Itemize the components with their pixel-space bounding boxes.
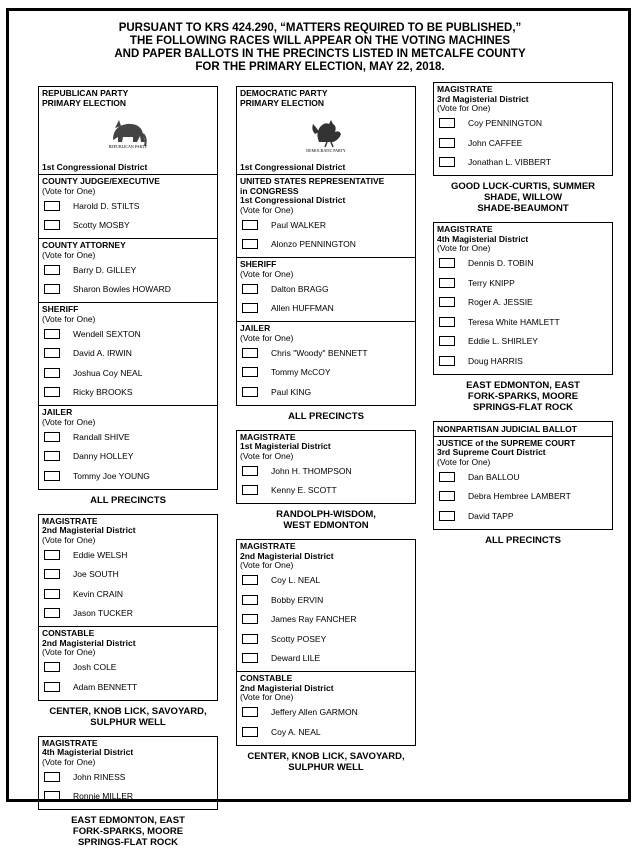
vote-checkbox[interactable] [242, 707, 258, 717]
candidate-row [42, 260, 214, 280]
candidate-row [240, 629, 412, 649]
candidate-name: David TAPP [468, 510, 514, 521]
party-name: REPUBLICAN PARTY [42, 88, 129, 98]
caption-line: CENTER, KNOB LICK, SAVOYARD, [247, 750, 405, 762]
vote-checkbox[interactable] [439, 511, 455, 521]
candidate-name: Danny HOLLEY [73, 451, 134, 462]
vote-checkbox[interactable] [439, 157, 455, 167]
caption-line: SPRINGS-FLAT ROCK [472, 401, 574, 413]
precinct-caption [433, 380, 613, 413]
race-title: MAGISTRATE [42, 737, 98, 748]
column-1 [38, 86, 218, 856]
candidate-row [240, 481, 412, 501]
vote-instruction: (Vote for One) [240, 204, 294, 215]
magistrate-2-ballot [236, 539, 416, 746]
race-jailer [237, 322, 415, 405]
candidate-row [42, 545, 214, 565]
precinct-caption [38, 706, 218, 728]
precinct-caption [236, 751, 416, 773]
candidate-row [437, 293, 609, 313]
candidate-row [240, 703, 412, 723]
candidate-name: Allen HUFFMAN [271, 303, 334, 314]
congressional-district: 1st Congressional District [237, 160, 415, 175]
candidate-row [42, 216, 214, 236]
caption-line: EAST EDMONTON, EAST [71, 815, 185, 826]
race-title: SHERIFF [42, 304, 79, 314]
vote-checkbox[interactable] [242, 367, 258, 377]
vote-checkbox[interactable] [439, 472, 455, 482]
vote-checkbox[interactable] [242, 303, 258, 313]
vote-checkbox[interactable] [44, 791, 60, 801]
candidate-row [437, 254, 609, 274]
race-title: MAGISTRATE [437, 84, 493, 94]
candidate-name: Terry KNIPP [468, 277, 515, 288]
candidate-row [42, 427, 214, 447]
vote-checkbox[interactable] [44, 265, 60, 275]
candidate-row [42, 604, 214, 624]
vote-checkbox[interactable] [242, 653, 258, 663]
candidate-name: Harold D. STILTS [73, 200, 140, 211]
caption-line: SHADE, WILLOW [483, 192, 563, 203]
vote-checkbox[interactable] [242, 466, 258, 476]
caption-line: CENTER, KNOB LICK, SAVOYARD, [49, 705, 207, 717]
magistrate-1-ballot [236, 430, 416, 505]
race-district: 1st Magisterial District [240, 441, 331, 451]
race-district: 2nd Magisterial District [240, 550, 334, 561]
candidate-row [437, 332, 609, 352]
election-name: PRIMARY ELECTION [240, 97, 325, 108]
candidate-name: Alonzo PENNINGTON [271, 239, 356, 250]
candidate-name: Doug HARRIS [468, 355, 523, 366]
candidate-row [437, 114, 609, 134]
vote-checkbox[interactable] [242, 614, 258, 624]
candidate-name: Bobby ERVIN [271, 594, 324, 605]
judicial-header: NONPARTISAN JUDICIAL BALLOT [434, 422, 612, 437]
candidate-row [240, 343, 412, 363]
vote-checkbox[interactable] [242, 387, 258, 397]
magistrate-3-ballot [433, 82, 613, 176]
candidate-name: Paul KING [271, 386, 312, 397]
caption-line: FORK-SPARKS, MOORE [467, 390, 579, 402]
race-sheriff [39, 303, 217, 406]
candidate-row [42, 196, 214, 216]
vote-instruction: (Vote for One) [240, 560, 294, 570]
candidate-row [42, 584, 214, 604]
candidate-name: Wendell SEXTON [73, 328, 141, 339]
vote-checkbox[interactable] [44, 368, 60, 378]
precinct-caption: ALL PRECINCTS [90, 494, 166, 506]
race-magistrate [434, 223, 612, 374]
candidate-name: Kenny E. SCOTT [271, 485, 337, 496]
column-2 [236, 86, 416, 781]
candidate-name: Dennis D. TOBIN [468, 258, 534, 269]
vote-instruction: (Vote for One) [437, 243, 491, 253]
vote-checkbox[interactable] [44, 569, 60, 579]
vote-checkbox[interactable] [242, 485, 258, 495]
candidate-row [240, 279, 412, 299]
vote-instruction: (Vote for One) [42, 416, 96, 427]
vote-checkbox[interactable] [439, 278, 455, 288]
vote-checkbox[interactable] [44, 348, 60, 358]
vote-checkbox[interactable] [44, 662, 60, 672]
caption-line: WEST EDMONTON [283, 520, 369, 531]
vote-checkbox[interactable] [242, 239, 258, 249]
vote-checkbox[interactable] [439, 317, 455, 327]
race-title: MAGISTRATE [42, 515, 98, 526]
vote-instruction: (Vote for One) [240, 268, 294, 279]
vote-instruction: (Vote for One) [42, 756, 96, 767]
candidate-row [240, 215, 412, 235]
candidate-name: Jeffery Allen GARMON [271, 707, 358, 718]
vote-checkbox[interactable] [44, 772, 60, 782]
race-magistrate [237, 431, 415, 504]
candidate-row [437, 153, 609, 173]
vote-checkbox[interactable] [44, 682, 60, 692]
caption-line: SPRINGS-FLAT ROCK [77, 837, 179, 848]
vote-checkbox[interactable] [242, 595, 258, 605]
candidate-name: Jonathan L. VIBBERT [468, 157, 552, 168]
party-header [237, 87, 415, 160]
vote-checkbox[interactable] [44, 201, 60, 211]
vote-checkbox[interactable] [242, 727, 258, 737]
vote-checkbox[interactable] [439, 336, 455, 346]
vote-checkbox[interactable] [44, 284, 60, 294]
candidate-row [240, 461, 412, 481]
candidate-row [437, 133, 609, 153]
race-county-judge [39, 175, 217, 239]
caption-line: RANDOLPH-WISDOM, [276, 509, 376, 520]
vote-instruction: (Vote for One) [42, 534, 96, 545]
header-line: PURSUANT TO KRS 424.290, “MATTERS REQUIRED TO BE PUBLISHED,” [118, 22, 522, 34]
candidate-name: Eddie L. SHIRLEY [468, 336, 538, 347]
candidate-row [42, 344, 214, 364]
candidate-name: Roger A. JESSIE [468, 297, 533, 308]
party-name: DEMOCRATIC PARTY [240, 88, 328, 98]
vote-checkbox[interactable] [44, 471, 60, 481]
emblem-label: DEMOCRATIC PARTY [306, 148, 346, 153]
caption-line: GOOD LUCK-CURTIS, SUMMER [450, 181, 596, 192]
vote-checkbox[interactable] [439, 138, 455, 148]
race-county-attorney [39, 239, 217, 303]
race-title: MAGISTRATE [240, 541, 296, 551]
vote-checkbox[interactable] [44, 589, 60, 599]
vote-checkbox[interactable] [44, 387, 60, 397]
candidate-name: Debra Hembree LAMBERT [468, 491, 571, 502]
precinct-caption: ALL PRECINCTS [485, 534, 561, 546]
candidate-name: Kevin CRAIN [73, 588, 124, 599]
race-magistrate [39, 515, 217, 628]
precinct-caption [236, 509, 416, 531]
vote-checkbox[interactable] [242, 220, 258, 230]
race-district: 3rd Magisterial District [437, 93, 529, 104]
candidate-row [240, 722, 412, 742]
race-district: 2nd Magisterial District [240, 682, 334, 693]
vote-checkbox[interactable] [439, 491, 455, 501]
candidate-name: Sharon Bowles HOWARD [73, 284, 171, 295]
candidate-row [42, 565, 214, 585]
notice-header [60, 22, 580, 74]
column-3 [433, 82, 613, 554]
candidate-row [42, 767, 214, 787]
race-title: COUNTY JUDGE/EXECUTIVE [42, 176, 160, 186]
race-sheriff [237, 258, 415, 322]
race-constable [39, 627, 217, 700]
candidate-row [240, 235, 412, 255]
vote-checkbox[interactable] [44, 451, 60, 461]
candidate-name: Barry D. GILLEY [73, 264, 137, 275]
republican-elephant-emblem [42, 108, 214, 158]
candidate-name: Dan BALLOU [468, 471, 520, 482]
vote-checkbox[interactable] [44, 329, 60, 339]
race-jailer [39, 406, 217, 489]
race-magistrate [434, 83, 612, 175]
race-district: 2nd Magisterial District [42, 525, 136, 535]
vote-checkbox[interactable] [439, 258, 455, 268]
vote-instruction: (Vote for One) [437, 456, 491, 467]
caption-line: EAST EDMONTON, EAST [466, 379, 580, 391]
magistrate-2-ballot [38, 514, 218, 701]
democratic-rooster-emblem [240, 108, 412, 158]
vote-checkbox[interactable] [242, 348, 258, 358]
candidate-name: Coy L. NEAL [271, 575, 321, 586]
vote-checkbox[interactable] [439, 356, 455, 366]
candidate-name: Randall SHIVE [73, 431, 130, 442]
candidate-row [42, 677, 214, 697]
candidate-row [240, 571, 412, 591]
candidate-row [437, 487, 609, 507]
vote-checkbox[interactable] [439, 118, 455, 128]
candidate-row [42, 383, 214, 403]
vote-instruction: (Vote for One) [42, 249, 96, 260]
candidate-row [42, 658, 214, 678]
precinct-caption: ALL PRECINCTS [288, 410, 364, 422]
vote-instruction: (Vote for One) [240, 332, 294, 343]
caption-line: SHADE-BEAUMONT [477, 203, 569, 214]
magistrate-4-ballot [433, 222, 613, 375]
candidate-name: Coy A. NEAL [271, 726, 321, 737]
race-district: 4th Magisterial District [437, 233, 529, 244]
vote-checkbox[interactable] [242, 634, 258, 644]
candidate-row [42, 280, 214, 300]
race-magistrate [237, 540, 415, 672]
candidate-row [437, 506, 609, 526]
race-constable [237, 672, 415, 745]
candidate-row [240, 649, 412, 669]
race-title: JAILER [42, 407, 73, 417]
judicial-ballot [433, 421, 613, 530]
header-line: THE FOLLOWING RACES WILL APPEAR ON THE VOTING MACHINES [129, 35, 511, 47]
election-name: PRIMARY ELECTION [42, 97, 127, 108]
congressional-district: 1st Congressional District [39, 160, 217, 175]
precinct-caption [38, 815, 218, 848]
race-district: 4th Magisterial District [42, 747, 134, 757]
vote-checkbox[interactable] [439, 297, 455, 307]
vote-checkbox[interactable] [242, 284, 258, 294]
vote-instruction: (Vote for One) [42, 185, 96, 196]
vote-instruction: (Vote for One) [42, 647, 96, 657]
candidate-row [42, 447, 214, 467]
vote-instruction: (Vote for One) [437, 103, 491, 113]
candidate-row [437, 273, 609, 293]
candidate-name: John RINESS [73, 771, 126, 782]
vote-instruction: (Vote for One) [240, 692, 294, 702]
candidate-name: Dalton BRAGG [271, 283, 329, 294]
candidate-row [240, 299, 412, 319]
candidate-name: David A. IRWIN [73, 348, 132, 359]
candidate-name: Scotty MOSBY [73, 220, 130, 231]
candidate-name: John CAFFEE [468, 137, 523, 148]
candidate-name: Joshua Coy NEAL [73, 367, 143, 378]
candidate-row [437, 467, 609, 487]
vote-checkbox[interactable] [44, 432, 60, 442]
candidate-name: Ronnie MILLER [73, 791, 134, 802]
candidate-row [437, 351, 609, 371]
precinct-caption [433, 181, 613, 214]
race-title: JUSTICE of the SUPREME COURT [437, 437, 576, 448]
candidate-name: Jason TUCKER [73, 608, 133, 619]
caption-line: SULPHUR WELL [90, 716, 166, 728]
candidate-row [240, 610, 412, 630]
race-title: COUNTY ATTORNEY [42, 240, 126, 250]
race-district: 3rd Supreme Court District [437, 447, 546, 457]
candidate-row [42, 787, 214, 807]
race-title: MAGISTRATE [437, 224, 493, 234]
race-us-representative [237, 175, 415, 258]
candidate-name: Adam BENNETT [73, 681, 138, 692]
race-title: SHERIFF [240, 259, 277, 269]
header-line: AND PAPER BALLOTS IN THE PRECINCTS LISTED IN METCALFE COUNTY [114, 48, 526, 60]
republican-ballot [38, 86, 218, 490]
candidate-name: Deward LILE [271, 653, 321, 664]
race-magistrate [39, 737, 217, 810]
candidate-name: Scotty POSEY [271, 633, 327, 644]
candidate-name: Tommy Joe YOUNG [73, 470, 150, 481]
candidate-row [42, 363, 214, 383]
race-title: JAILER [240, 323, 271, 333]
candidate-name: Tommy McCOY [271, 367, 331, 378]
democratic-ballot [236, 86, 416, 406]
party-header [39, 87, 217, 160]
candidate-name: Ricky BROOKS [73, 387, 133, 398]
candidate-name: Josh COLE [73, 662, 117, 673]
candidate-name: Coy PENNINGTON [468, 118, 542, 129]
race-title: CONSTABLE [240, 673, 293, 683]
vote-checkbox[interactable] [44, 550, 60, 560]
emblem-label: REPUBLICAN PARTY [108, 144, 148, 149]
candidate-name: Eddie WELSH [73, 549, 128, 560]
candidate-row [42, 324, 214, 344]
candidate-name: John H. THOMPSON [271, 465, 352, 476]
vote-checkbox[interactable] [44, 608, 60, 618]
race-title: CONSTABLE [42, 628, 95, 638]
race-supreme-court [434, 437, 612, 529]
caption-line: SULPHUR WELL [288, 761, 364, 773]
race-title: UNITED STATES REPRESENTATIVE [240, 176, 385, 186]
magistrate-4-ballot [38, 736, 218, 811]
candidate-row [240, 382, 412, 402]
race-title: MAGISTRATE [240, 431, 296, 442]
candidate-name: Joe SOUTH [73, 569, 119, 580]
vote-instruction: (Vote for One) [42, 313, 96, 324]
header-line: FOR THE PRIMARY ELECTION, MAY 22, 2018. [195, 61, 445, 73]
vote-checkbox[interactable] [44, 220, 60, 230]
candidate-name: James Ray FANCHER [271, 614, 357, 625]
candidate-name: Paul WALKER [271, 219, 326, 230]
candidate-row [42, 466, 214, 486]
candidate-name: Teresa White HAMLETT [468, 316, 560, 327]
candidate-row [240, 590, 412, 610]
candidate-row [240, 363, 412, 383]
vote-instruction: (Vote for One) [240, 450, 294, 461]
race-title-2: in CONGRESS [240, 185, 299, 196]
candidate-name: Chris "Woody" BENNETT [271, 347, 368, 358]
vote-checkbox[interactable] [242, 575, 258, 585]
caption-line: FORK-SPARKS, MOORE [72, 826, 184, 837]
race-district: 1st Congressional District [240, 195, 346, 205]
race-district: 2nd Magisterial District [42, 637, 136, 648]
candidate-row [437, 312, 609, 332]
